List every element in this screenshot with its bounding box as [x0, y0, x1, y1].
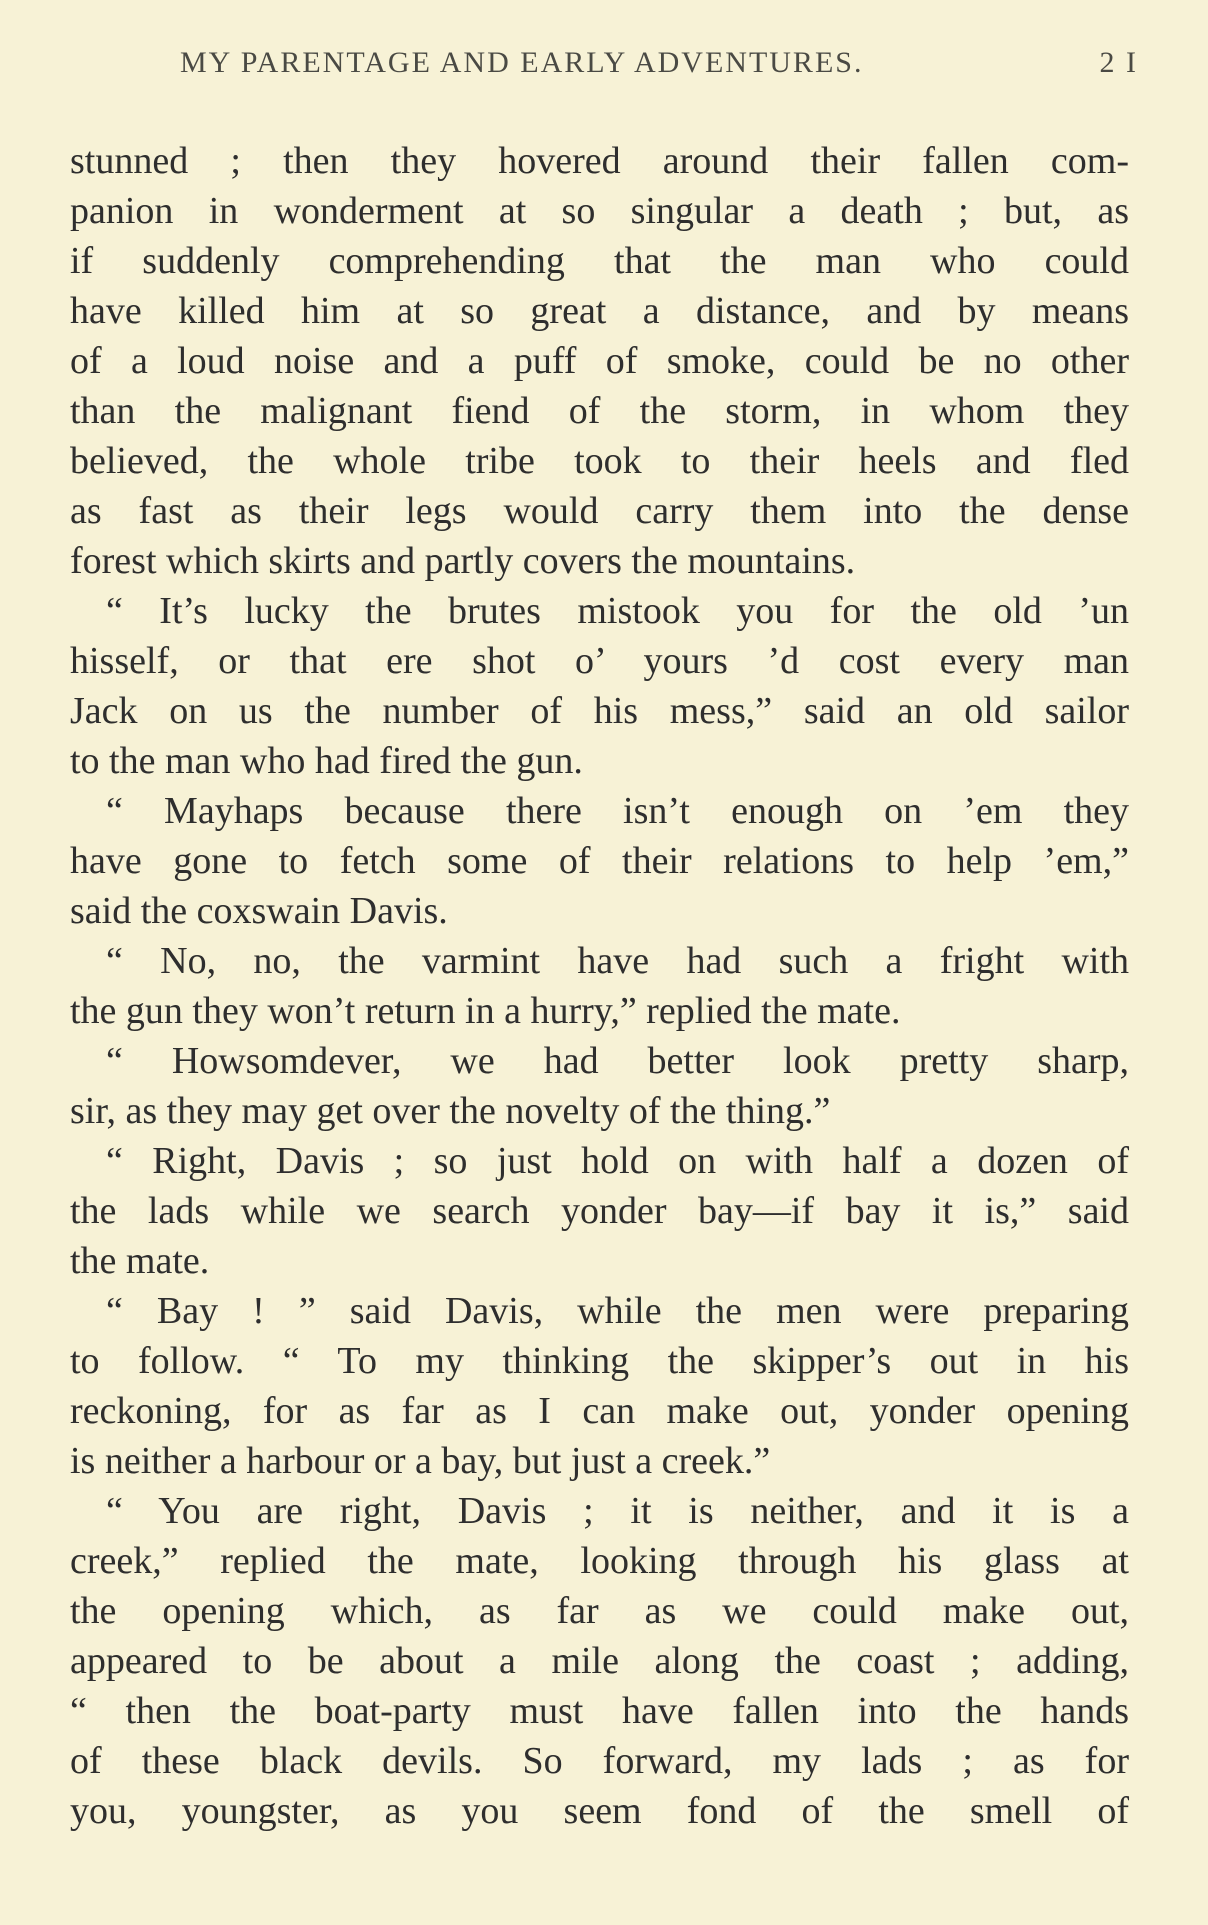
text-line: “ Howsomdever, we had better look pretty sharp, — [106, 1040, 1129, 1082]
text-line: panion in wonderment at so singular a death ; but, as — [70, 190, 1129, 232]
text-line: reckoning, for as far as I can make out, yonder opening — [70, 1390, 1129, 1432]
text-line: forest which skirts and partly covers the mountains. — [70, 540, 856, 582]
text-line: said the coxswain Davis. — [70, 890, 448, 932]
page-number: 2 I — [1099, 46, 1138, 79]
text-line: you, youngster, as you seem fond of the smell of — [70, 1790, 1129, 1832]
text-line: to the man who had fired the gun. — [70, 740, 583, 782]
text-line: as fast as their legs would carry them into the dense — [70, 490, 1129, 532]
text-line: believed, the whole tribe took to their heels and fled — [70, 440, 1129, 482]
text-line: stunned ; then they hovered around their fallen com- — [70, 140, 1129, 182]
text-line: “ It’s lucky the brutes mistook you for the old ’un — [106, 590, 1129, 632]
text-line: “ No, no, the varmint have had such a fright with — [106, 940, 1129, 982]
text-line: is neither a harbour or a bay, but just a creek.” — [70, 1440, 771, 1482]
text-line: “ then the boat-party must have fallen into the hands — [70, 1690, 1129, 1732]
text-line: hisself, or that ere shot o’ yours ’d cost every man — [70, 640, 1129, 682]
text-line: creek,” replied the mate, looking through his glass at — [70, 1540, 1129, 1582]
body-text — [70, 136, 1129, 1836]
text-line: of a loud noise and a puff of smoke, could be no other — [70, 340, 1129, 382]
text-line: “ Right, Davis ; so just hold on with half a dozen of — [106, 1140, 1129, 1182]
text-line: “ You are right, Davis ; it is neither, and it is a — [106, 1490, 1129, 1532]
text-line: sir, as they may get over the novelty of the thing.” — [70, 1090, 831, 1132]
text-line: of these black devils. So forward, my lads ; as for — [70, 1740, 1129, 1782]
text-line: “ Bay ! ” said Davis, while the men were preparing — [106, 1290, 1129, 1332]
running-head — [72, 46, 1138, 90]
text-line: have gone to fetch some of their relations to help ’em,” — [70, 840, 1129, 882]
text-line: the mate. — [70, 1240, 210, 1282]
text-line: the opening which, as far as we could make out, — [70, 1590, 1129, 1632]
text-line: have killed him at so great a distance, and by means — [70, 290, 1129, 332]
text-line: the lads while we search yonder bay—if bay it is,” said — [70, 1190, 1129, 1232]
text-line: than the malignant fiend of the storm, in whom they — [70, 390, 1129, 432]
text-line: appeared to be about a mile along the coast ; adding, — [70, 1640, 1129, 1682]
text-line: “ Mayhaps because there isn’t enough on ’em they — [106, 790, 1129, 832]
text-line: the gun they won’t return in a hurry,” replied the mate. — [70, 990, 901, 1032]
text-line: to follow. “ To my thinking the skipper’s out in his — [70, 1340, 1129, 1382]
text-line: if suddenly comprehending that the man who could — [70, 240, 1129, 282]
running-title: MY PARENTAGE AND EARLY ADVENTURES. — [180, 46, 864, 79]
text-line: Jack on us the number of his mess,” said an old sailor — [70, 690, 1129, 732]
